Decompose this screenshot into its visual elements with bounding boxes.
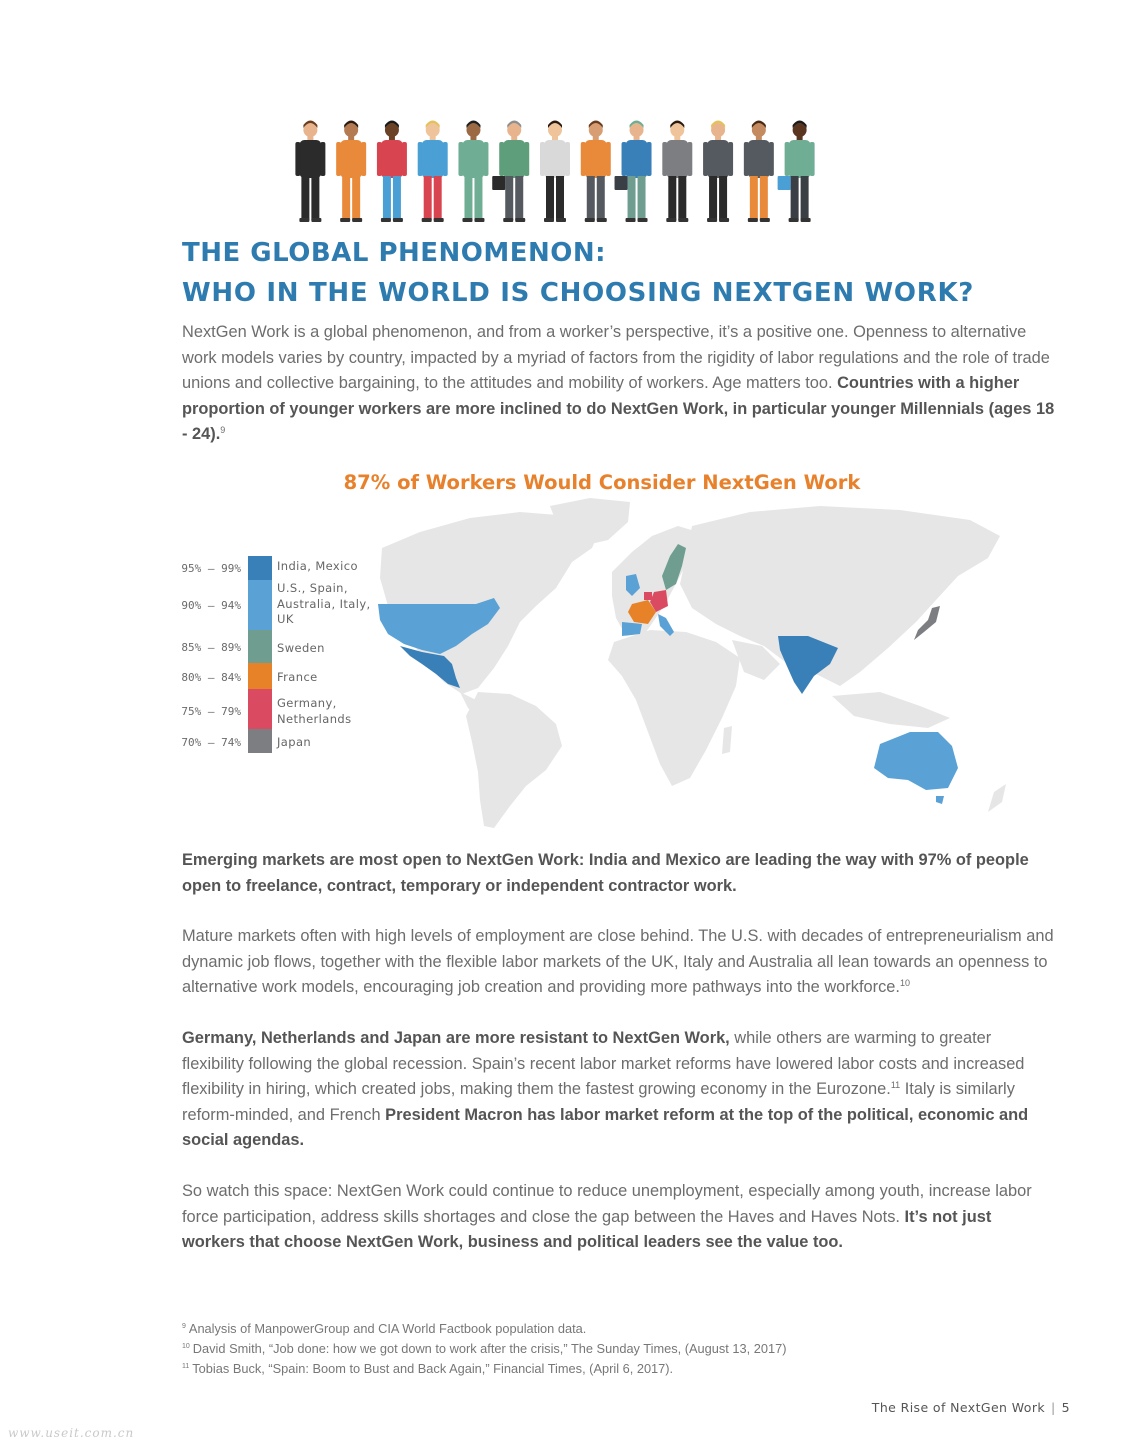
person-arm bbox=[524, 142, 529, 176]
person-shoe bbox=[719, 218, 729, 222]
person-bag bbox=[492, 176, 505, 190]
person-leg bbox=[515, 176, 523, 220]
person-shoe bbox=[801, 218, 811, 222]
intro-bold-text: Countries with a higher proportion of younger workers are more inclined to do NextGen Work, in particular younger Millennials (ages 18 - 24). bbox=[182, 374, 1055, 444]
world-map bbox=[360, 496, 1020, 842]
legend-label-2: U.S., Spain, Australia, Italy, UK bbox=[277, 581, 371, 626]
person-shoe bbox=[760, 218, 770, 222]
person-shoe bbox=[311, 218, 321, 222]
footnote-text: Analysis of ManpowerGroup and CIA World Factbook population data. bbox=[188, 1321, 587, 1336]
person-shoe bbox=[434, 218, 444, 222]
emerging-bold-text: Emerging markets are most open to NextGen Work: India and Mexico are leading the way with 97% of people open to freelance, contract, temporary or independent contractor work. bbox=[182, 851, 1029, 895]
person-shoe bbox=[638, 218, 648, 222]
person-arm bbox=[810, 142, 815, 176]
person-shoe bbox=[556, 218, 566, 222]
person-leg bbox=[668, 176, 676, 220]
person-figure bbox=[744, 121, 774, 223]
mature-markets-paragraph bbox=[182, 924, 1057, 1001]
watch-bold-text: It’s not just workers that choose NextGen Work, business and political leaders see the value too. bbox=[182, 1207, 992, 1252]
person-torso bbox=[422, 140, 444, 178]
person-arm bbox=[402, 142, 407, 176]
person-torso bbox=[789, 140, 811, 178]
person-torso bbox=[381, 140, 403, 178]
person-figure bbox=[662, 121, 692, 223]
person-arm bbox=[443, 142, 448, 176]
page-number: 5 bbox=[1061, 1400, 1070, 1415]
person-arm bbox=[540, 142, 545, 176]
country-australia-tasmania bbox=[936, 796, 944, 804]
person-torso bbox=[666, 140, 688, 178]
resistant-text: while others are warming to greater flexibility following the global recession. Spain’s recent labor market reforms have lowered labor costs and increased flexibility in hiring, which created jobs, making them the fastest growing economy in the Eurozone. bbox=[182, 1029, 1025, 1099]
person-leg bbox=[750, 176, 758, 220]
person-arm bbox=[320, 142, 325, 176]
footnote-ref-10: 10 bbox=[899, 978, 910, 989]
person-torso bbox=[626, 140, 648, 178]
legend-range-2: 90% — 94% bbox=[181, 599, 241, 612]
country-spain bbox=[622, 622, 642, 636]
person-shoe bbox=[585, 218, 595, 222]
footer-separator: | bbox=[1051, 1400, 1056, 1415]
person-arm bbox=[565, 142, 570, 176]
person-leg bbox=[393, 176, 401, 220]
legend-swatch-4 bbox=[248, 663, 272, 689]
person-torso bbox=[585, 140, 607, 178]
person-shoe bbox=[299, 218, 309, 222]
person-torso bbox=[340, 140, 362, 178]
person-arm bbox=[483, 142, 488, 176]
legend-range-1: 95% — 99% bbox=[181, 562, 241, 575]
person-leg bbox=[546, 176, 554, 220]
person-arm bbox=[703, 142, 708, 176]
person-figure bbox=[418, 121, 448, 223]
person-shoe bbox=[597, 218, 607, 222]
person-arm bbox=[785, 142, 790, 176]
person-arm bbox=[687, 142, 692, 176]
mature-text: Mature markets often with high levels of employment are close behind. The U.S. with decades of entrepreneurialism and dynamic job flows, together with the flexible labor markets of the UK, Italy and Australia all lean towards an openness to alternative work models, encouraging job creation and providing more pathways into the workforce. bbox=[182, 927, 1054, 997]
person-leg bbox=[709, 176, 717, 220]
person-shoe bbox=[789, 218, 799, 222]
land-africa bbox=[608, 630, 740, 786]
legend-swatch-6 bbox=[248, 729, 272, 753]
watch-space-paragraph bbox=[182, 1179, 1057, 1256]
person-torso bbox=[544, 140, 566, 178]
person-leg bbox=[342, 176, 350, 220]
person-arm bbox=[458, 142, 463, 176]
legend-label-3: Sweden bbox=[277, 641, 325, 655]
legend-label-4: France bbox=[277, 670, 318, 684]
footnote-ref-11: 11 bbox=[890, 1080, 901, 1091]
person-torso bbox=[299, 140, 321, 178]
person-leg bbox=[791, 176, 799, 220]
person-arm bbox=[769, 142, 774, 176]
person-leg bbox=[628, 176, 636, 220]
country-netherlands bbox=[644, 592, 652, 600]
person-leg bbox=[760, 176, 768, 220]
land-madagascar bbox=[722, 726, 732, 754]
person-shoe bbox=[381, 218, 391, 222]
map-title: 87% of Workers Would Consider NextGen Work bbox=[343, 471, 861, 494]
land-southeast-asia bbox=[832, 692, 950, 728]
person-bag bbox=[615, 176, 628, 190]
person-leg bbox=[311, 176, 319, 220]
person-leg bbox=[424, 176, 432, 220]
person-leg bbox=[464, 176, 472, 220]
footnote-number: 10 bbox=[182, 1343, 190, 1350]
person-arm bbox=[606, 142, 611, 176]
person-leg bbox=[474, 176, 482, 220]
person-figure bbox=[458, 121, 488, 223]
footnote-text: David Smith, “Job done: how we got down to work after the crisis,” The Sunday Times, (August 13, 2017) bbox=[192, 1341, 787, 1356]
person-figure bbox=[377, 121, 407, 223]
person-shoe bbox=[340, 218, 350, 222]
resistant-markets-paragraph bbox=[182, 1026, 1057, 1154]
person-shoe bbox=[503, 218, 513, 222]
person-leg bbox=[434, 176, 442, 220]
person-arm bbox=[295, 142, 300, 176]
person-arm bbox=[744, 142, 749, 176]
people-illustration bbox=[290, 118, 820, 228]
person-figure bbox=[295, 121, 325, 223]
footnote-number: 11 bbox=[182, 1363, 190, 1370]
person-arm bbox=[662, 142, 667, 176]
footnote-text: Tobias Buck, “Spain: Boom to Bust and Back Again,” Financial Times, (April 6, 2017). bbox=[192, 1361, 674, 1376]
person-bag bbox=[778, 176, 791, 190]
person-figure bbox=[492, 121, 529, 223]
person-leg bbox=[678, 176, 686, 220]
person-leg bbox=[301, 176, 309, 220]
person-torso bbox=[462, 140, 484, 178]
person-arm bbox=[336, 142, 341, 176]
person-torso bbox=[748, 140, 770, 178]
footnote-item bbox=[182, 1359, 1042, 1379]
legend-swatch-1 bbox=[248, 556, 272, 580]
legend-label-6: Japan bbox=[277, 735, 312, 749]
person-shoe bbox=[626, 218, 636, 222]
person-figure bbox=[615, 121, 652, 223]
legend-range-3: 85% — 89% bbox=[181, 641, 241, 654]
watch-text: So watch this space: NextGen Work could continue to reduce unemployment, especially among youth, increase labor force participation, address skills shortages and close the gap between the Haves and Haves Nots. bbox=[182, 1182, 1032, 1226]
person-shoe bbox=[352, 218, 362, 222]
person-shoe bbox=[515, 218, 525, 222]
person-torso bbox=[503, 140, 525, 178]
land-south-america bbox=[466, 692, 562, 828]
legend-range-5: 75% — 79% bbox=[181, 705, 241, 718]
person-figure bbox=[336, 121, 366, 223]
legend-label-5: Germany, Netherlands bbox=[277, 696, 352, 726]
footnote-ref-9: 9 bbox=[220, 425, 226, 436]
legend-label-1: India, Mexico bbox=[277, 559, 358, 573]
footnotes bbox=[182, 1319, 1042, 1379]
page-footer bbox=[872, 1400, 1070, 1415]
intro-paragraph bbox=[182, 320, 1057, 448]
legend-range-4: 80% — 84% bbox=[181, 671, 241, 684]
person-leg bbox=[719, 176, 727, 220]
section-subheading: WHO IN THE WORLD IS CHOOSING NEXTGEN WORK? bbox=[182, 278, 975, 308]
legend-swatch-3 bbox=[248, 630, 272, 663]
person-torso bbox=[707, 140, 729, 178]
person-leg bbox=[383, 176, 391, 220]
person-leg bbox=[556, 176, 564, 220]
person-figure bbox=[540, 121, 570, 223]
person-figure bbox=[778, 121, 815, 223]
legend-swatch-2 bbox=[248, 580, 272, 630]
person-shoe bbox=[666, 218, 676, 222]
macron-bold-text: President Macron has labor market reform at the top of the political, economic and social agendas. bbox=[182, 1105, 1029, 1150]
person-shoe bbox=[462, 218, 472, 222]
person-shoe bbox=[678, 218, 688, 222]
emerging-markets-paragraph bbox=[182, 848, 1057, 899]
section-heading: THE GLOBAL PHENOMENON: bbox=[182, 238, 607, 268]
person-arm bbox=[499, 142, 504, 176]
land-new-zealand bbox=[988, 784, 1006, 812]
person-leg bbox=[597, 176, 605, 220]
person-arm bbox=[647, 142, 652, 176]
person-leg bbox=[801, 176, 809, 220]
footer-title: The Rise of NextGen Work bbox=[871, 1400, 1046, 1415]
watermark: www.useit.com.cn bbox=[8, 1426, 135, 1440]
footnote-item bbox=[182, 1319, 1042, 1339]
person-arm bbox=[377, 142, 382, 176]
legend-swatch-5 bbox=[248, 689, 272, 729]
person-arm bbox=[581, 142, 586, 176]
resistant-bold-text: Germany, Netherlands and Japan are more resistant to NextGen Work, bbox=[182, 1029, 730, 1047]
person-shoe bbox=[474, 218, 484, 222]
person-leg bbox=[638, 176, 646, 220]
resistant-text-2: Italy is similarly reform-minded, and French bbox=[182, 1080, 1015, 1124]
person-shoe bbox=[544, 218, 554, 222]
person-shoe bbox=[707, 218, 717, 222]
person-arm bbox=[418, 142, 423, 176]
person-shoe bbox=[422, 218, 432, 222]
footnote-item bbox=[182, 1339, 1042, 1359]
intro-text: NextGen Work is a global phenomenon, and from a worker’s perspective, it’s a positive one. Openness to alternative work models varies by country, impacted by a myriad of factors from the rigidity of labor regulations and the role of trade unions and collective bargaining, to the attitudes and mobility of workers. Age matters too. bbox=[182, 323, 1050, 393]
person-shoe bbox=[393, 218, 403, 222]
person-shoe bbox=[748, 218, 758, 222]
country-australia bbox=[874, 732, 958, 790]
person-arm bbox=[728, 142, 733, 176]
person-leg bbox=[352, 176, 360, 220]
person-arm bbox=[622, 142, 627, 176]
person-figure bbox=[703, 121, 733, 223]
person-arm bbox=[361, 142, 366, 176]
legend-range-6: 70% — 74% bbox=[181, 736, 241, 749]
person-leg bbox=[505, 176, 513, 220]
person-leg bbox=[587, 176, 595, 220]
footnote-number: 9 bbox=[182, 1323, 186, 1330]
person-figure bbox=[581, 121, 611, 223]
